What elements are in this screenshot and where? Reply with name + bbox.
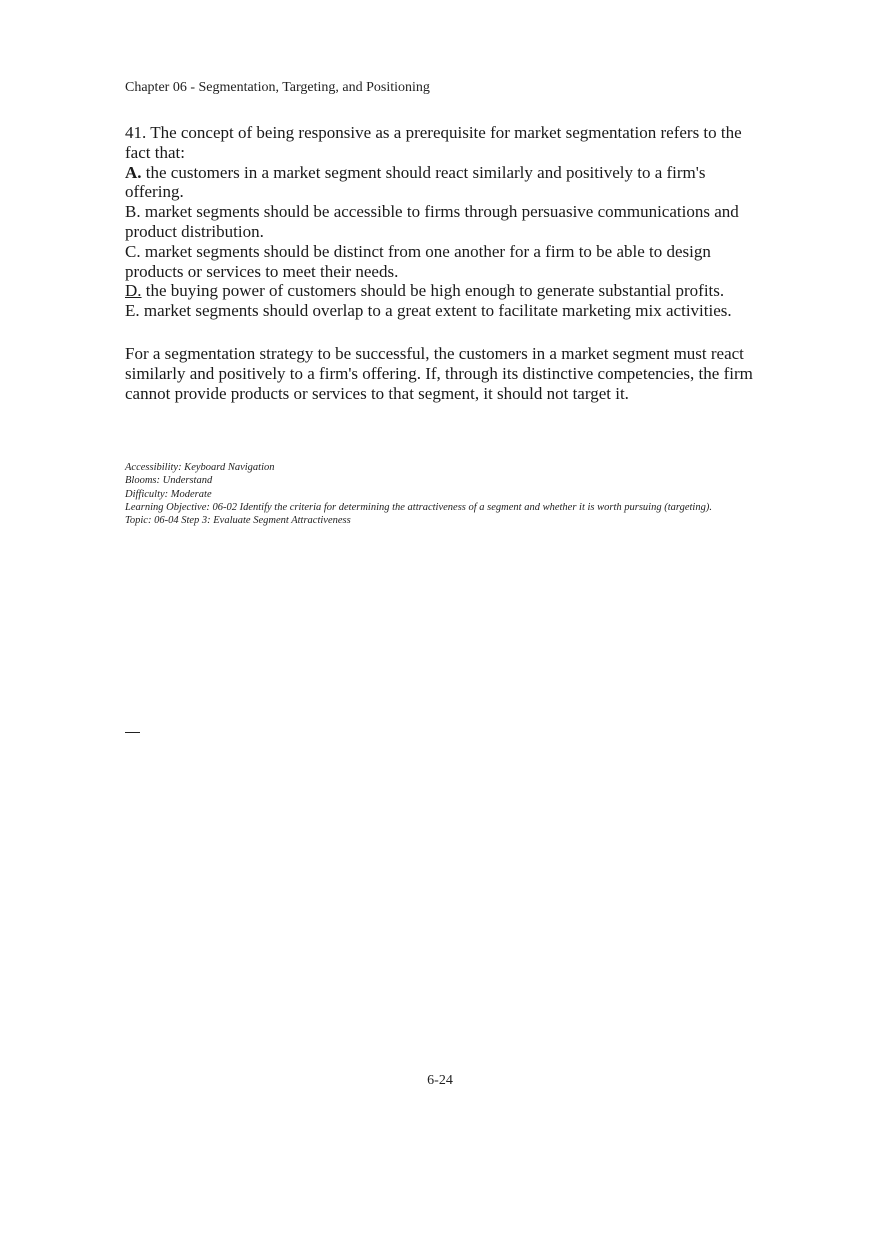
option-b-text: market segments should be accessible to firms through persuasive communications and product distribution. xyxy=(125,202,739,241)
option-a-text: the customers in a market segment should react similarly and positively to a firm's offering. xyxy=(125,162,706,202)
metadata-learning-objective: Learning Objective: 06-02 Identify the criteria for determining the attractiveness of a segment and whether it is worth pursuing (targeting). xyxy=(125,501,712,513)
option-c-text: market segments should be distinct from one another for a firm to be able to design products or services to meet their needs. xyxy=(125,241,711,281)
question-stem-text: The concept of being responsive as a prerequisite for market segmentation refers to the fact that: xyxy=(125,123,742,162)
answer-explanation: For a segmentation strategy to be successful, the customers in a market segment must react similarly and positively to a firm's offering. If, through its distinctive competencies, the firm cannot provide products or services to that segment, it should not target it. xyxy=(125,344,753,403)
option-e xyxy=(125,301,765,321)
metadata-topic: Topic: 06-04 Step 3: Evaluate Segment Attractiveness xyxy=(125,515,351,527)
option-d-letter: D. xyxy=(125,281,142,301)
page-number: 6-24 xyxy=(427,1073,453,1088)
option-a xyxy=(125,163,765,203)
question-stem xyxy=(125,123,765,163)
question-number: 41. xyxy=(125,123,147,142)
metadata-accessibility: Accessibility: Keyboard Navigation xyxy=(125,462,275,473)
option-b xyxy=(125,202,765,242)
question-metadata xyxy=(125,461,712,527)
option-c xyxy=(125,242,765,282)
option-d xyxy=(125,281,765,301)
option-c-letter: C. xyxy=(125,241,141,261)
separator-dash xyxy=(125,732,140,733)
option-b-letter: B. xyxy=(125,202,141,222)
question-block xyxy=(125,123,765,321)
chapter-header: Chapter 06 - Segmentation, Targeting, and Positioning xyxy=(125,80,430,95)
option-a-letter: A. xyxy=(125,162,142,182)
option-e-letter: E. xyxy=(125,301,140,321)
option-d-text: the buying power of customers should be high enough to generate substantial profits. xyxy=(145,281,725,301)
option-e-text: market segments should overlap to a great extent to facilitate marketing mix activities. xyxy=(143,301,732,321)
metadata-blooms: Blooms: Understand xyxy=(125,475,213,487)
metadata-difficulty: Difficulty: Moderate xyxy=(125,488,212,500)
